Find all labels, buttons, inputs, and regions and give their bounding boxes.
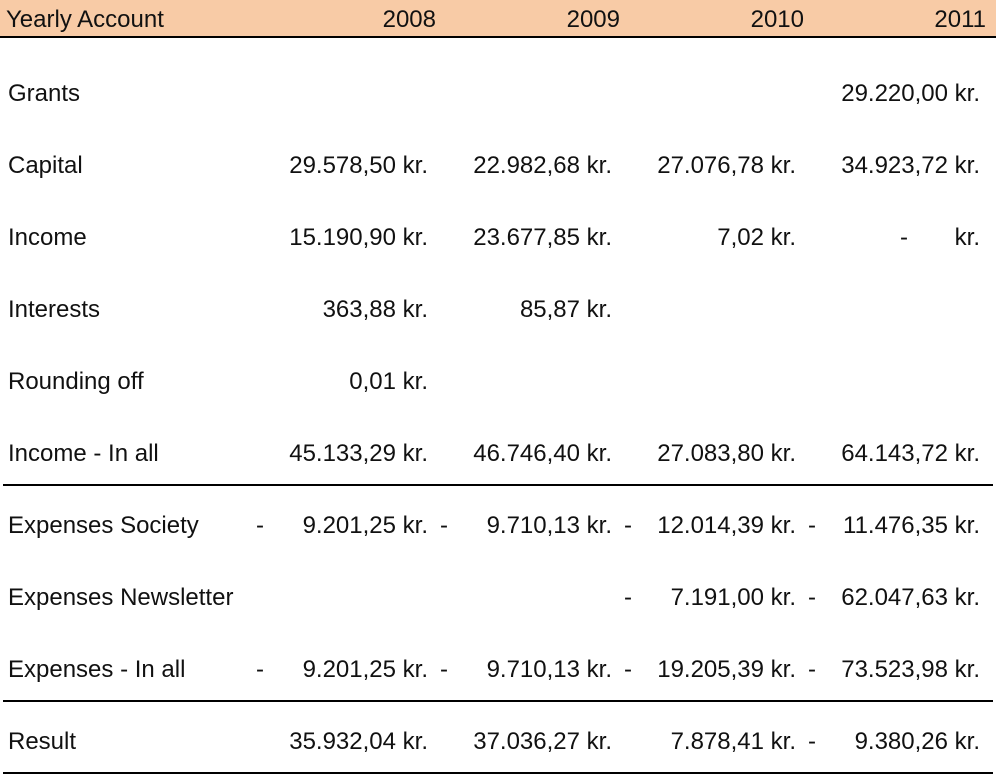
amount: 29.578,50 kr. xyxy=(289,152,428,179)
amount: 85,87 kr. xyxy=(519,296,612,323)
amount: 9.710,13 kr. xyxy=(486,656,612,683)
cell-2008 xyxy=(256,728,428,756)
row-interests xyxy=(0,290,996,330)
cell-2009 xyxy=(440,656,612,684)
cell-2009 xyxy=(440,584,612,612)
header-year-2008: 2008 xyxy=(382,6,436,33)
sign: - xyxy=(624,512,632,539)
row-label: Expenses Society xyxy=(8,512,199,539)
cell-2010 xyxy=(624,512,796,540)
amount: 19.205,39 kr. xyxy=(657,656,796,683)
row-label: Expenses Newsletter xyxy=(8,584,234,611)
amount: 35.932,04 kr. xyxy=(289,728,428,755)
cell-2011 xyxy=(808,224,980,252)
sign: - xyxy=(624,656,632,683)
amount: 11.476,35 kr. xyxy=(843,512,980,539)
sign: - xyxy=(808,656,816,683)
amount: 46.746,40 kr. xyxy=(473,440,612,467)
amount: 37.036,27 kr. xyxy=(473,728,612,755)
sign: - xyxy=(624,584,632,611)
row-label: Capital xyxy=(8,152,83,179)
cell-2008 xyxy=(256,368,428,396)
cell-2010 xyxy=(624,728,796,756)
row-result xyxy=(0,722,996,762)
cell-2010 xyxy=(624,296,796,324)
cell-2008 xyxy=(256,224,428,252)
amount: 27.076,78 kr. xyxy=(657,152,796,179)
amount: 34.923,72 kr. xyxy=(841,152,980,179)
cell-2009 xyxy=(440,440,612,468)
sign: - xyxy=(256,656,264,683)
header-title: Yearly Account xyxy=(6,6,164,33)
row-income-in-all xyxy=(0,434,996,474)
cell-2010 xyxy=(624,584,796,612)
sign: - xyxy=(808,512,816,539)
row-rounding-off xyxy=(0,362,996,402)
cell-2009 xyxy=(440,80,612,108)
row-label: Grants xyxy=(8,80,81,107)
row-label: Interests xyxy=(8,296,101,323)
cell-2010 xyxy=(624,440,796,468)
amount: 7.878,41 kr. xyxy=(670,728,796,755)
amount: - kr. xyxy=(899,224,980,251)
amount: 73.523,98 kr. xyxy=(841,656,980,683)
cell-2008 xyxy=(256,296,428,324)
amount: 22.982,68 kr. xyxy=(473,152,612,179)
header-year-2010: 2010 xyxy=(750,6,804,33)
cell-2010 xyxy=(624,224,796,252)
cell-2010 xyxy=(624,80,796,108)
cell-2008 xyxy=(256,152,428,180)
cell-2011 xyxy=(808,656,980,684)
amount: 62.047,63 kr. xyxy=(841,584,980,611)
sign: - xyxy=(440,656,448,683)
amount: 9.201,25 kr. xyxy=(302,512,428,539)
row-expenses-society xyxy=(0,506,996,546)
row-label: Income - In all xyxy=(8,440,159,467)
cell-2008 xyxy=(256,584,428,612)
row-expenses-in-all xyxy=(0,650,996,690)
header-year-2009: 2009 xyxy=(566,6,620,33)
cell-2008 xyxy=(256,80,428,108)
cell-2009 xyxy=(440,152,612,180)
amount: 7.191,00 kr. xyxy=(670,584,796,611)
sign: - xyxy=(440,512,448,539)
amount: 9.710,13 kr. xyxy=(486,512,612,539)
sign: - xyxy=(808,584,816,611)
amount: 12.014,39 kr. xyxy=(657,512,796,539)
cell-2008 xyxy=(256,512,428,540)
cell-2011 xyxy=(808,80,980,108)
sign: - xyxy=(808,728,816,755)
cell-2011 xyxy=(808,152,980,180)
row-label: Rounding off xyxy=(8,368,144,395)
row-label: Result xyxy=(8,728,77,755)
amount: 29.220,00 kr. xyxy=(841,80,980,107)
amount: 45.133,29 kr. xyxy=(289,440,428,467)
row-income xyxy=(0,218,996,258)
amount: 27.083,80 kr. xyxy=(657,440,796,467)
header-year-2011: 2011 xyxy=(934,6,986,33)
cell-2009 xyxy=(440,512,612,540)
cell-2009 xyxy=(440,224,612,252)
row-label: Expenses - In all xyxy=(8,656,186,683)
amount: 64.143,72 kr. xyxy=(841,440,980,467)
header-row xyxy=(0,0,996,38)
cell-2009 xyxy=(440,728,612,756)
row-grants xyxy=(0,74,996,114)
cell-2011 xyxy=(808,296,980,324)
cell-2011 xyxy=(808,368,980,396)
cell-2010 xyxy=(624,368,796,396)
amount: 9.201,25 kr. xyxy=(302,656,428,683)
amount: 363,88 kr. xyxy=(322,296,428,323)
cell-2011 xyxy=(808,584,980,612)
cell-2008 xyxy=(256,656,428,684)
amount: 0,01 kr. xyxy=(349,368,428,395)
row-expenses-newsletter xyxy=(0,578,996,618)
sign: - xyxy=(256,512,264,539)
amount: 15.190,90 kr. xyxy=(289,224,428,251)
cell-2010 xyxy=(624,152,796,180)
row-capital xyxy=(0,146,996,186)
amount: 23.677,85 kr. xyxy=(473,224,612,251)
amount: 7,02 kr. xyxy=(717,224,796,251)
cell-2009 xyxy=(440,296,612,324)
cell-2011 xyxy=(808,440,980,468)
row-label: Income xyxy=(8,224,87,251)
amount: 9.380,26 kr. xyxy=(854,728,980,755)
cell-2011 xyxy=(808,728,980,756)
cell-2008 xyxy=(256,440,428,468)
cell-2010 xyxy=(624,656,796,684)
cell-2011 xyxy=(808,512,980,540)
cell-2009 xyxy=(440,368,612,396)
